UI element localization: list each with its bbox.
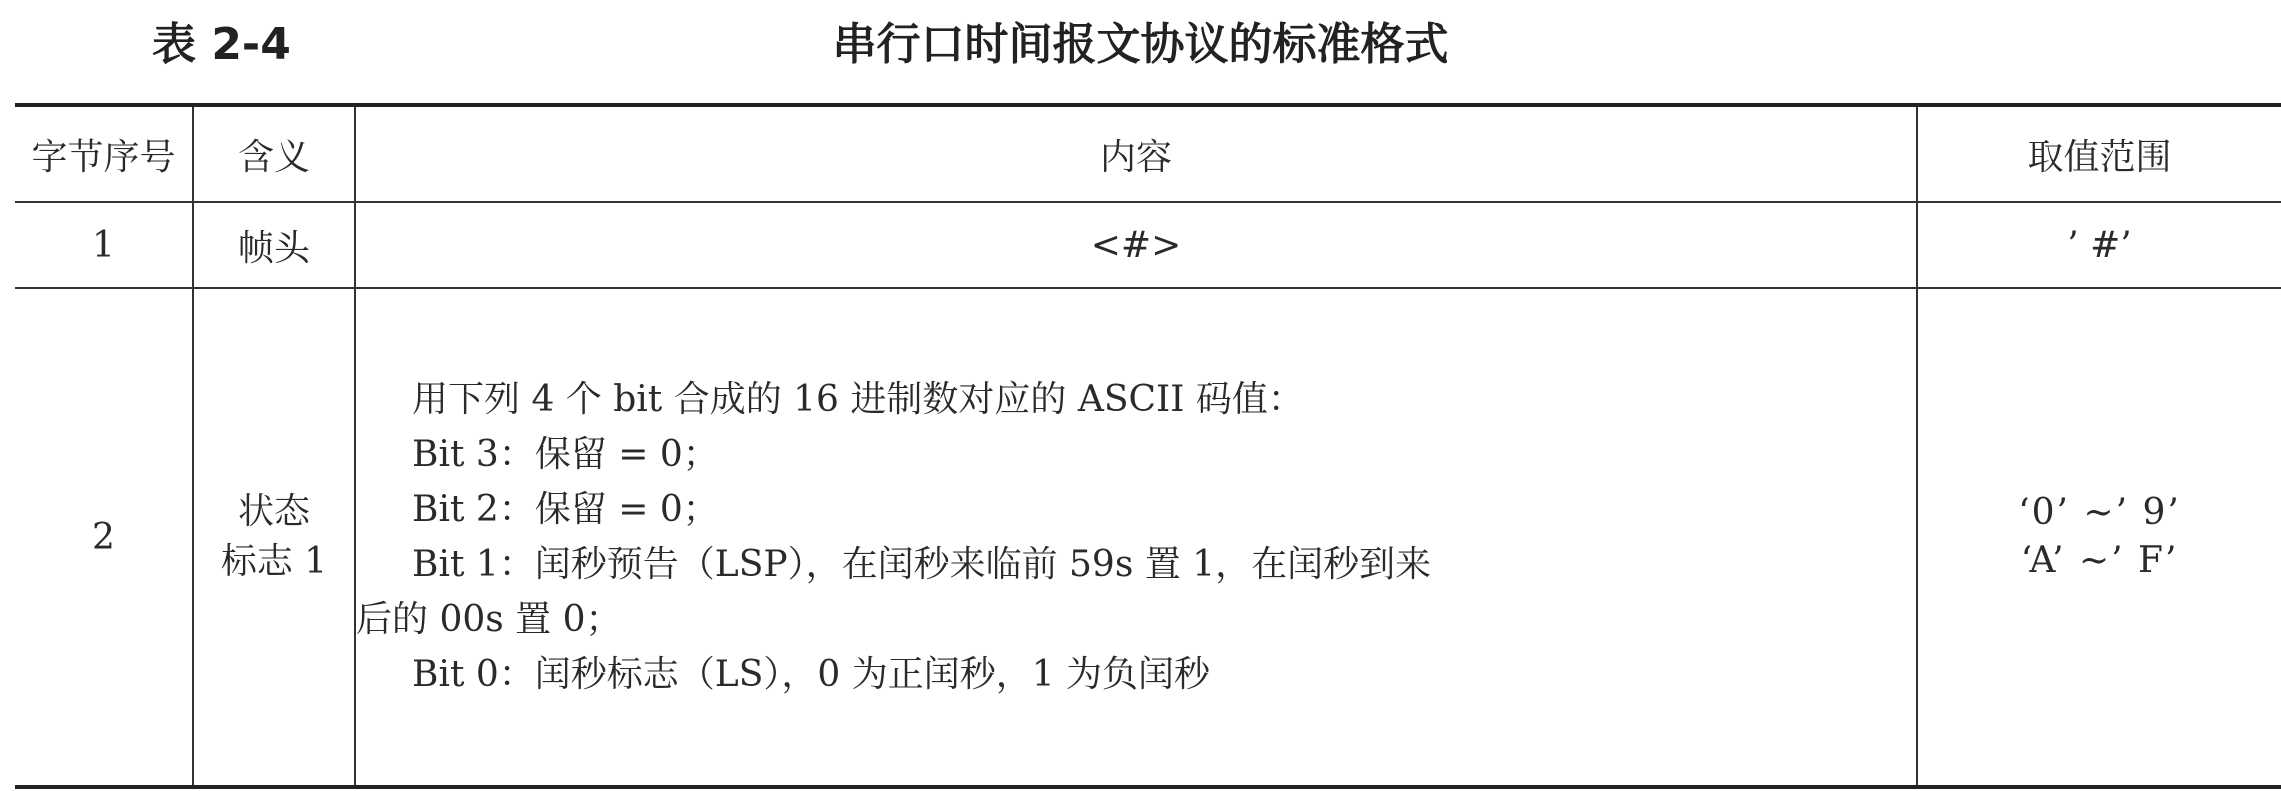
table-caption	[0, 10, 2281, 80]
range-line: ‘A’ ~’ F’	[2020, 540, 2179, 581]
content-line: 后的 00s 置 0；	[356, 599, 622, 640]
cell-content: <#>	[355, 202, 1917, 288]
header-cell-byte-index: 字节序号	[15, 105, 193, 202]
content-line: 用下列 4 个 bit 合成的 16 进制数对应的 ASCII 码值：	[412, 379, 1304, 420]
content-line: Bit 3：保留 = 0；	[412, 434, 719, 475]
header-cell-range: 取值范围	[1917, 105, 2281, 202]
range-line: ‘0’ ~’ 9’	[2018, 492, 2181, 533]
content-line: Bit 0：闰秒标志（LS），0 为正闰秒，1 为负闰秒	[412, 654, 1211, 695]
header-cell-content: 内容	[355, 105, 1917, 202]
protocol-table	[15, 103, 2281, 789]
cell-meaning: 帧头	[193, 202, 355, 288]
table-title: 串行口时间报文协议的标准格式	[832, 19, 1449, 70]
header-row	[15, 105, 2281, 202]
table-row	[15, 202, 2281, 288]
table-row	[15, 288, 2281, 787]
cell-meaning	[193, 288, 355, 787]
table-number: 表 2-4	[152, 19, 291, 70]
cell-byte-index: 1	[15, 202, 193, 288]
header-cell-meaning: 含义	[193, 105, 355, 202]
cell-content	[355, 288, 1917, 787]
content-line: Bit 2：保留 = 0；	[412, 489, 719, 530]
meaning-line: 标志 1	[220, 541, 328, 582]
cell-range: ’ #’	[1917, 202, 2281, 288]
content-line: Bit 1：闰秒预告（LSP），在闰秒来临前 59s 置 1，在闰秒到来	[412, 544, 1432, 585]
meaning-line: 状态	[237, 491, 310, 532]
cell-range	[1917, 288, 2281, 787]
cell-byte-index: 2	[15, 288, 193, 787]
